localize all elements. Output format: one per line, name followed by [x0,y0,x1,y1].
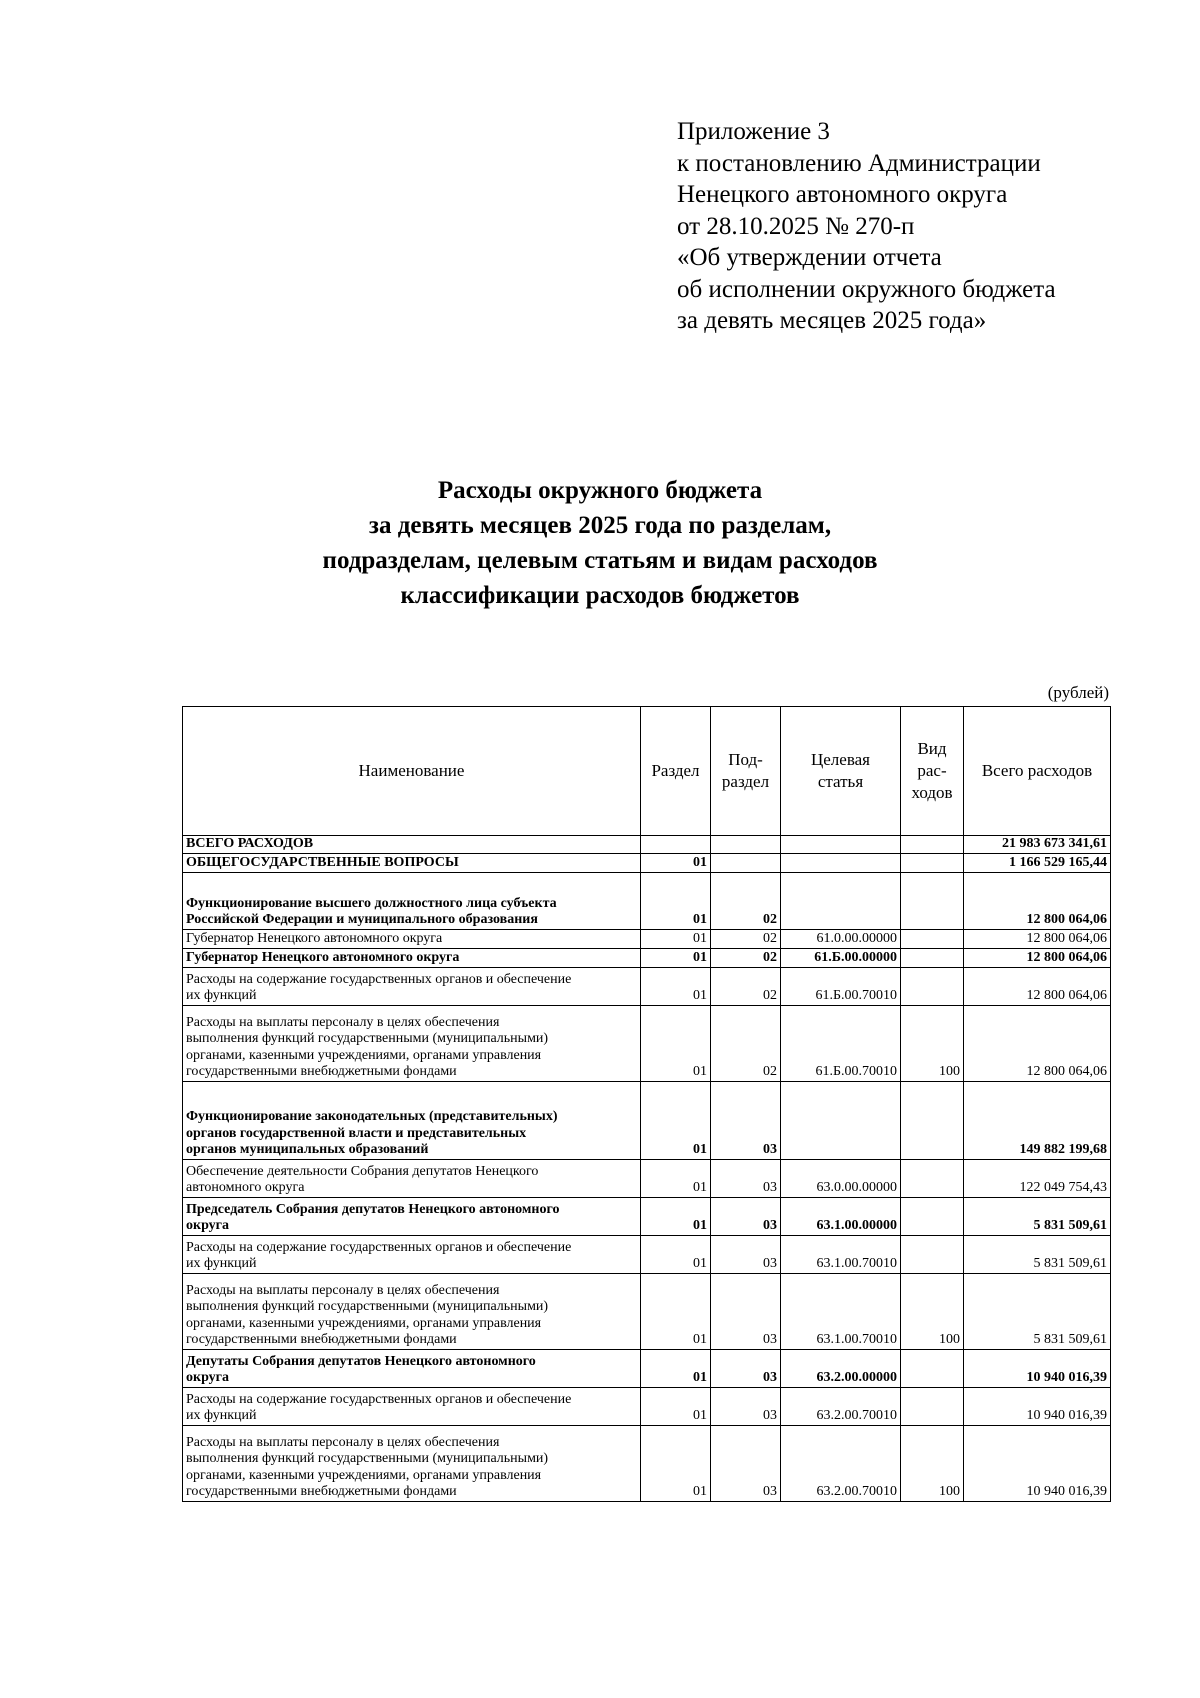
cell-total: 21 983 673 341,61 [964,836,1111,854]
cell-razdel: 01 [641,1235,711,1273]
cell-vid [901,967,964,1005]
cell-total: 149 882 199,68 [964,1081,1111,1159]
cell-podrazdel: 03 [711,1081,781,1159]
cell-razdel: 01 [641,967,711,1005]
cell-podrazdel: 03 [711,1349,781,1387]
cell-name [183,967,641,1005]
cell-celevaya: 61.Б.00.00000 [781,948,901,967]
cell-podrazdel [711,853,781,872]
cell-vid [901,1081,964,1159]
cell-celevaya: 61.Б.00.70010 [781,967,901,1005]
cell-vid [901,1159,964,1197]
cell-total: 12 800 064,06 [964,929,1111,948]
table-row [183,1235,1111,1273]
cell-name-line: Губернатор Ненецкого автономного округа [186,950,460,965]
cell-podrazdel: 03 [711,1235,781,1273]
cell-name-line: органами, казенными учреждениями, органами управления [186,1047,542,1063]
cell-podrazdel: 03 [711,1425,781,1501]
cell-name-line: Губернатор Ненецкого автономного округа [186,931,443,946]
cell-celevaya: 63.2.00.70010 [781,1387,901,1425]
cell-vid [901,1387,964,1425]
cell-name-line: органами, казенными учреждениями, органами управления [186,1315,542,1331]
cell-name [183,1197,641,1235]
cell-name-line: органами, казенными учреждениями, органами управления [186,1467,542,1483]
cell-vid [901,948,964,967]
cell-vid [901,1235,964,1273]
cell-name-line: округа [186,1218,230,1233]
table-row [183,836,1111,854]
cell-total: 1 166 529 165,44 [964,853,1111,872]
cell-name [183,1081,641,1159]
cell-celevaya: 61.0.00.00000 [781,929,901,948]
cell-razdel: 01 [641,1159,711,1197]
cell-name-line: государственными внебюджетными фондами [186,1332,457,1347]
table-row [183,1387,1111,1425]
cell-razdel: 01 [641,1349,711,1387]
cell-name-line: их функций [186,1408,257,1423]
cell-razdel: 01 [641,1005,711,1081]
cell-name-line: Расходы на содержание государственных органов и обеспечение [186,971,572,987]
cell-name [183,1425,641,1501]
header-vid-line: Вид [917,739,947,758]
header-vid-line: ходов [911,783,953,802]
cell-razdel: 01 [641,853,711,872]
cell-name-line: Депутаты Собрания депутатов Ненецкого автономного [186,1353,536,1369]
cell-celevaya [781,872,901,929]
table-header-row [183,707,1111,836]
cell-name-line: Функционирование законодательных (представительных) [186,1109,558,1124]
cell-total: 5 831 509,61 [964,1235,1111,1273]
cell-podrazdel: 02 [711,948,781,967]
cell-name [183,1349,641,1387]
cell-celevaya [781,836,901,854]
cell-name-line: органов государственной власти и представительных [186,1125,527,1141]
table-row [183,853,1111,872]
cell-vid [901,836,964,854]
cell-celevaya: 63.2.00.70010 [781,1425,901,1501]
cell-name-line: их функций [186,1256,257,1271]
cell-name [183,948,641,967]
cell-total: 5 831 509,61 [964,1197,1111,1235]
cell-celevaya [781,1081,901,1159]
cell-name-line: Российской Федерации и муниципального образования [186,912,538,927]
cell-name-line: Обеспечение деятельности Собрания депутатов Ненецкого [186,1163,539,1179]
title-line: подразделам, целевым статьям и видам расходов [322,547,878,574]
cell-name-line: ОБЩЕГОСУДАРСТВЕННЫЕ ВОПРОСЫ [186,855,459,870]
cell-razdel: 01 [641,1273,711,1349]
cell-name-line: ВСЕГО РАСХОДОВ [186,836,314,851]
cell-name [183,836,641,854]
cell-celevaya: 61.Б.00.70010 [781,1005,901,1081]
cell-podrazdel: 03 [711,1273,781,1349]
cell-total: 12 800 064,06 [964,872,1111,929]
cell-celevaya: 63.1.00.70010 [781,1273,901,1349]
units-label: (рублей) [1047,683,1109,702]
cell-name [183,1005,641,1081]
appendix-line: об исполнении окружного бюджета [677,275,1056,303]
cell-name [183,1159,641,1197]
cell-total: 12 800 064,06 [964,967,1111,1005]
cell-vid [901,1197,964,1235]
cell-total: 122 049 754,43 [964,1159,1111,1197]
appendix-line: за девять месяцев 2025 года» [677,307,987,334]
table-row [183,1081,1111,1159]
cell-name [183,1235,641,1273]
expenses-table [182,706,1111,1502]
table-row [183,872,1111,929]
table-row [183,1425,1111,1501]
cell-podrazdel: 03 [711,1197,781,1235]
cell-vid [901,872,964,929]
cell-vid [901,929,964,948]
cell-total: 12 800 064,06 [964,948,1111,967]
cell-celevaya [781,853,901,872]
cell-podrazdel: 02 [711,872,781,929]
cell-razdel: 01 [641,1197,711,1235]
table-row [183,967,1111,1005]
header-vid [901,707,964,836]
header-celevaya [781,707,901,836]
header-podrazdel-line: Под- [728,750,763,769]
cell-name-line: округа [186,1370,230,1385]
title-line: Расходы окружного бюджета [437,477,763,504]
cell-name-line: автономного округа [186,1180,305,1195]
cell-total: 10 940 016,39 [964,1387,1111,1425]
cell-razdel: 01 [641,948,711,967]
cell-name-line: государственными внебюджетными фондами [186,1064,457,1079]
header-podrazdel [711,707,781,836]
cell-razdel: 01 [641,929,711,948]
appendix-line: Ненецкого автономного округа [677,181,1008,208]
cell-name-line: органов муниципальных образований [186,1142,429,1157]
cell-name-line: выполнения функций государственными (муниципальными) [186,1451,549,1466]
cell-name-line: их функций [186,988,257,1003]
cell-razdel: 01 [641,1081,711,1159]
appendix-line: «Об утверждении отчета [677,244,942,271]
table-row [183,1005,1111,1081]
cell-vid: 100 [901,1005,964,1081]
table-row [183,1349,1111,1387]
cell-podrazdel: 02 [711,1005,781,1081]
cell-total: 10 940 016,39 [964,1349,1111,1387]
cell-name-line: государственными внебюджетными фондами [186,1484,457,1499]
cell-razdel: 01 [641,1387,711,1425]
cell-celevaya: 63.1.00.70010 [781,1235,901,1273]
cell-name-line: Председатель Собрания депутатов Ненецкого автономного [186,1201,560,1217]
cell-name [183,853,641,872]
header-celevaya-line: Целевая [810,750,871,769]
header-razdel: Раздел [641,707,711,836]
cell-name [183,1387,641,1425]
table-row [183,1197,1111,1235]
cell-celevaya: 63.1.00.00000 [781,1197,901,1235]
cell-celevaya: 63.2.00.00000 [781,1349,901,1387]
header-podrazdel-line: раздел [721,772,770,791]
cell-razdel: 01 [641,872,711,929]
cell-name [183,872,641,929]
cell-total: 5 831 509,61 [964,1273,1111,1349]
cell-name [183,1273,641,1349]
cell-name [183,929,641,948]
cell-celevaya: 63.0.00.00000 [781,1159,901,1197]
cell-total: 10 940 016,39 [964,1425,1111,1501]
appendix-header [677,116,1177,337]
cell-podrazdel [711,836,781,854]
cell-name-line: Расходы на выплаты персоналу в целях обеспечения [186,1434,500,1450]
cell-podrazdel: 03 [711,1159,781,1197]
cell-podrazdel: 02 [711,929,781,948]
table-row [183,1273,1111,1349]
cell-vid [901,1349,964,1387]
table-row [183,948,1111,967]
appendix-line: к постановлению Администрации [677,149,1041,177]
table-row [183,1159,1111,1197]
cell-name-line: выполнения функций государственными (муниципальными) [186,1299,549,1314]
table-body [183,836,1111,1502]
header-total: Всего расходов [964,707,1111,836]
cell-name-line: Функционирование высшего должностного лица субъекта [186,895,557,911]
cell-vid: 100 [901,1425,964,1501]
cell-name-line: Расходы на выплаты персоналу в целях обеспечения [186,1282,500,1298]
cell-name-line: Расходы на выплаты персоналу в целях обеспечения [186,1014,500,1030]
cell-vid: 100 [901,1273,964,1349]
appendix-line: от 28.10.2025 № 270-п [677,212,915,240]
cell-vid [901,853,964,872]
cell-name-line: выполнения функций государственными (муниципальными) [186,1031,549,1046]
cell-podrazdel: 02 [711,967,781,1005]
cell-podrazdel: 03 [711,1387,781,1425]
cell-total: 12 800 064,06 [964,1005,1111,1081]
table-row [183,929,1111,948]
header-celevaya-line: статья [817,772,864,791]
title-line: за девять месяцев 2025 года по разделам, [368,512,832,539]
cell-razdel [641,836,711,854]
cell-name-line: Расходы на содержание государственных органов и обеспечение [186,1239,572,1255]
header-name: Наименование [183,707,641,836]
cell-razdel: 01 [641,1425,711,1501]
title-line: классификации расходов бюджетов [400,582,800,609]
cell-name-line: Расходы на содержание государственных органов и обеспечение [186,1391,572,1407]
appendix-line: Приложение 3 [677,118,830,145]
document-title [0,473,1200,613]
header-vid-line: рас- [917,761,947,780]
